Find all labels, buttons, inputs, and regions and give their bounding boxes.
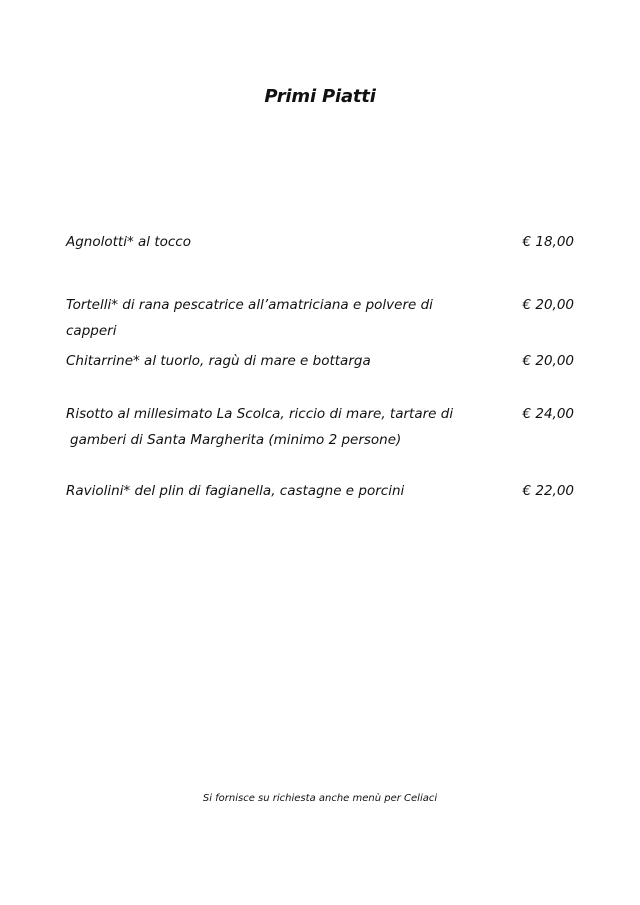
item-name: Tortelli* di rana pescatrice all’amatriciana e polvere di capperi bbox=[66, 297, 433, 339]
item-price: € 18,00 bbox=[522, 234, 574, 250]
item-price: € 20,00 bbox=[522, 353, 574, 369]
item-price: € 24,00 bbox=[522, 406, 574, 422]
item-price: € 22,00 bbox=[522, 483, 574, 499]
item-price: € 20,00 bbox=[522, 297, 574, 313]
item-name-continued: gamberi di Santa Margherita (minimo 2 persone) bbox=[70, 432, 402, 448]
celiac-menu-note: Si fornisce su richiesta anche menù per Celiaci bbox=[202, 793, 438, 804]
item-name: Raviolini* del plin di fagianella, castagne e porcini bbox=[66, 483, 405, 499]
menu-item-raviolini bbox=[66, 478, 574, 504]
menu-item-agnolotti bbox=[66, 229, 574, 255]
page-title: Primi Piatti bbox=[264, 86, 376, 107]
item-name: Agnolotti* al tocco bbox=[66, 234, 191, 250]
menu-item-chitarrine bbox=[66, 348, 574, 374]
item-name: Chitarrine* al tuorlo, ragù di mare e bottarga bbox=[66, 353, 371, 369]
menu-item-tortelli bbox=[66, 292, 574, 344]
item-name: Risotto al millesimato La Scolca, riccio di mare, tartare di bbox=[66, 406, 454, 422]
menu-item-risotto bbox=[66, 401, 574, 453]
